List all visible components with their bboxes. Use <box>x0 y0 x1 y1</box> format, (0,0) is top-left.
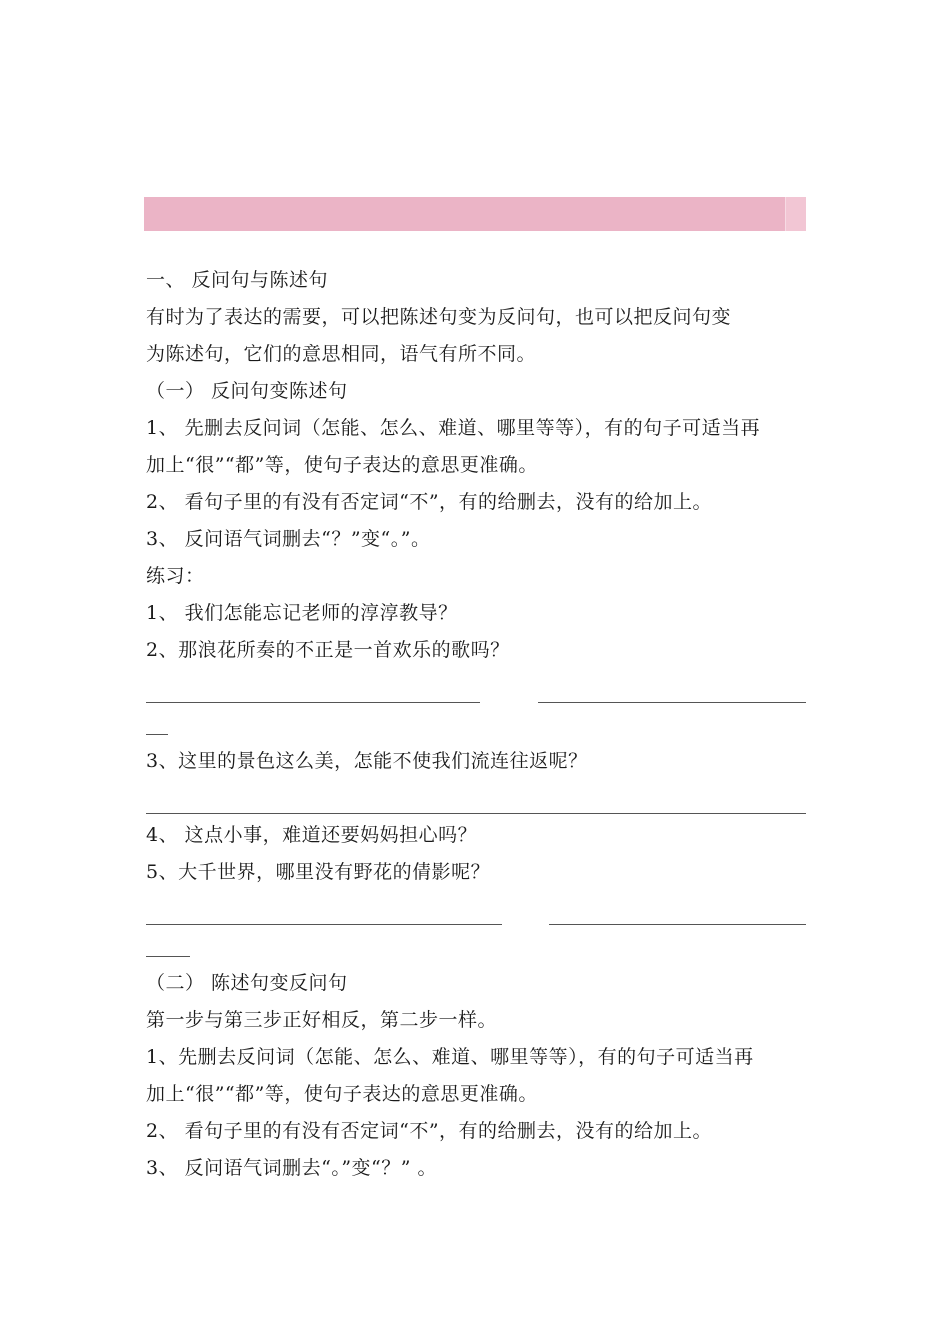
rule-text-line: 3、 反问语气词删去“。”变“？” 。 <box>146 1157 438 1179</box>
answer-line-continuation[interactable] <box>146 706 808 743</box>
rule-text-line: 2、 看句子里的有没有否定词“不”，有的给删去，没有的给加上。 <box>146 1120 713 1142</box>
rule-text-line: 1、 先删去反问词（怎能、怎么、难道、哪里等等），有的句子可适当再 <box>146 417 761 439</box>
practice-question: 1、 我们怎能忘记老师的淳淳教导？ <box>146 602 458 624</box>
practice-question: 2、那浪花所奏的不正是一首欢乐的歌吗？ <box>146 639 510 661</box>
subsection-heading: （二） 陈述句变反问句 <box>146 972 348 994</box>
answer-line[interactable] <box>146 669 808 706</box>
rule-text-line: 加上“很”“都”等，使句子表达的意思更准确。 <box>146 1083 538 1105</box>
answer-line-continuation[interactable] <box>146 928 808 965</box>
answer-line[interactable] <box>146 780 808 817</box>
practice-question: 3、这里的景色这么美，怎能不使我们流连往返呢？ <box>146 750 588 772</box>
practice-question: 4、 这点小事，难道还要妈妈担心吗？ <box>146 824 478 846</box>
rule-text-line: 2、 看句子里的有没有否定词“不”，有的给删去，没有的给加上。 <box>146 491 713 513</box>
intro-text-line: 为陈述句，它们的意思相同，语气有所不同。 <box>146 343 537 365</box>
practice-label: 练习： <box>146 565 205 587</box>
section-heading: 一、 反问句与陈述句 <box>146 269 329 291</box>
header-banner-tab <box>785 197 806 231</box>
rule-text-line: 加上“很”“都”等，使句子表达的意思更准确。 <box>146 454 538 476</box>
document-body <box>146 262 808 1187</box>
subsection-heading: （一） 反问句变陈述句 <box>146 380 348 402</box>
rule-text-line: 1、先删去反问词（怎能、怎么、难道、哪里等等），有的句子可适当再 <box>146 1046 754 1068</box>
answer-line[interactable] <box>146 891 808 928</box>
intro-text-line: 第一步与第三步正好相反，第二步一样。 <box>146 1009 498 1031</box>
header-banner <box>144 197 806 231</box>
rule-text-line: 3、 反问语气词删去“？”变“。”。 <box>146 528 431 550</box>
practice-question: 5、大千世界，哪里没有野花的倩影呢？ <box>146 861 491 883</box>
intro-text-line: 有时为了表达的需要，可以把陈述句变为反问句，也可以把反问句变 <box>146 306 732 328</box>
